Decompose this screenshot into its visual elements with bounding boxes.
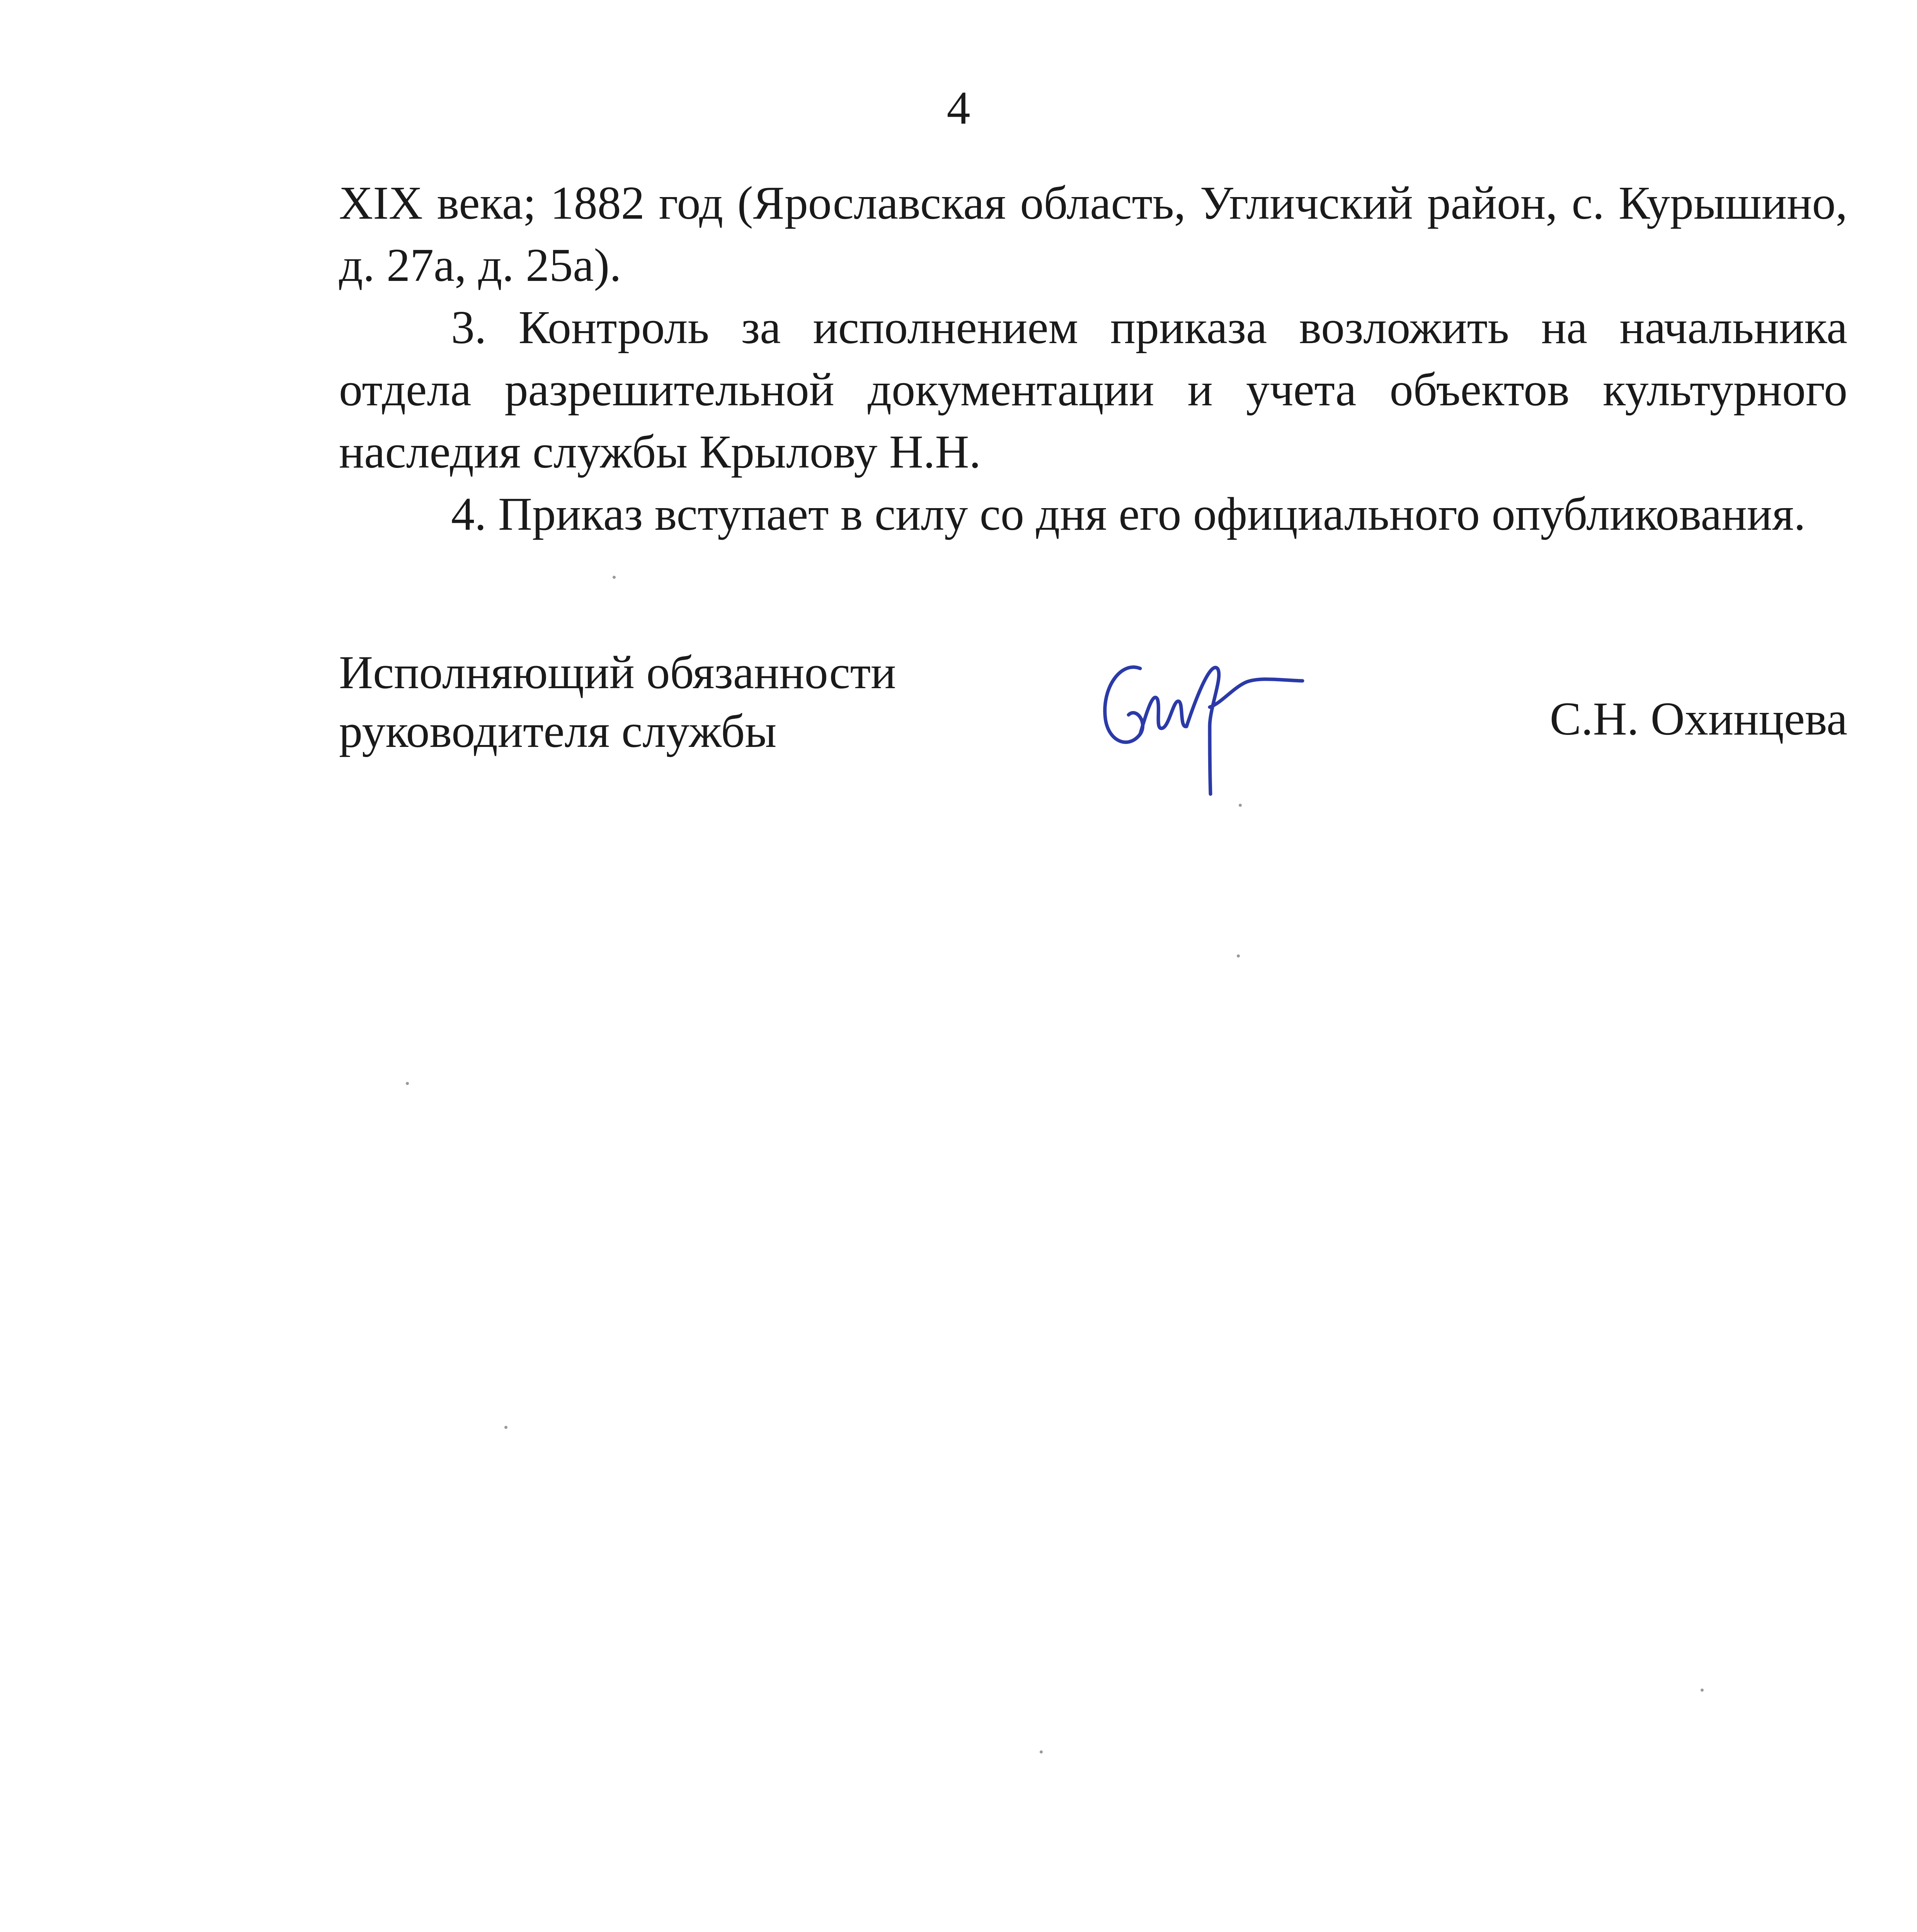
paragraph-continuation: XIX века; 1882 год (Ярославская область, Угличский район, с. Курышино, д. 27а, д. 25а). <box>339 177 1847 291</box>
handwritten-signature-icon <box>1094 645 1310 808</box>
signatory-name: С.Н. Охинцева <box>1549 693 1847 745</box>
signatory-title-line-1: Исполняющий обязанности <box>339 646 896 699</box>
scan-speck <box>1239 804 1242 807</box>
signatory-title-line-2: руководителя службы <box>339 705 777 757</box>
scan-speck <box>406 1082 409 1085</box>
page-number: 4 <box>947 82 970 134</box>
order-text <box>339 172 1847 545</box>
scan-speck <box>1040 1750 1043 1753</box>
scan-speck <box>1237 954 1240 957</box>
scan-speck <box>1701 1689 1704 1692</box>
paragraph-control-clause: 3. Контроль за исполнением приказа возложить на начальника отдела разрешительной документации и учета объектов культурного наследия службы Крылову Н.Н. <box>339 301 1847 478</box>
signatory-title <box>339 643 896 761</box>
scan-speck <box>504 1426 507 1429</box>
paragraph-effective-clause: 4. Приказ вступает в силу со дня его официального опубликования. <box>451 488 1806 540</box>
scan-speck <box>613 576 616 579</box>
